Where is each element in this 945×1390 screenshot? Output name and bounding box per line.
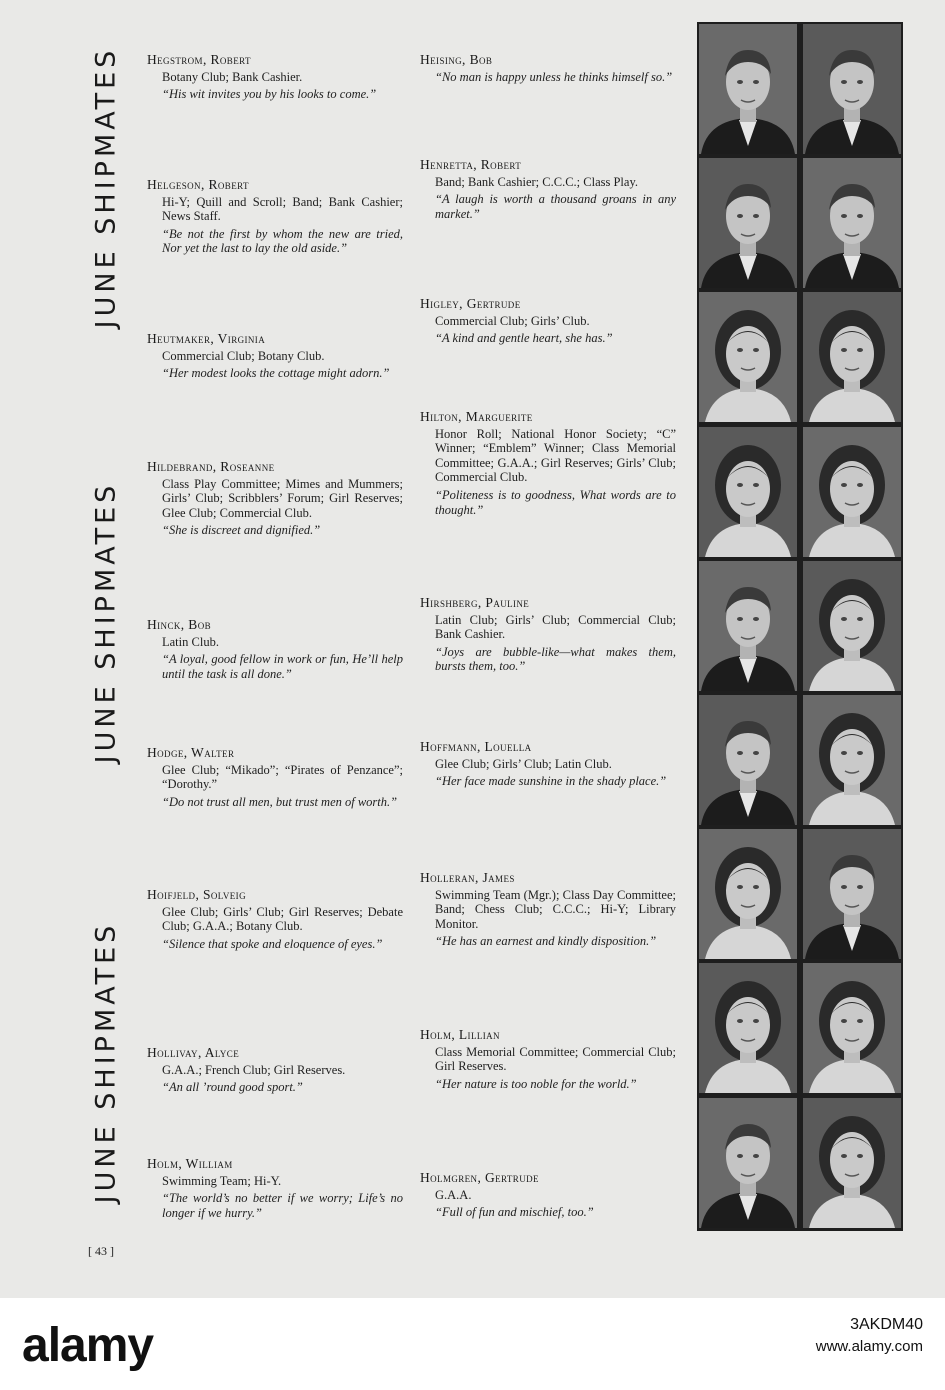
student-name: Henretta, Robert <box>420 157 522 172</box>
student-activities: Latin Club. <box>162 634 219 649</box>
student-activities: Glee Club; Girls’ Club; Latin Club. <box>435 756 612 771</box>
watermark-logo: alamy <box>22 1319 154 1372</box>
side-title: JUNE SHIPMATES <box>90 921 122 1204</box>
student-entry <box>420 158 676 221</box>
student-name: Hollivay, Alyce <box>147 1045 240 1060</box>
student-name: Hirshberg, Pauline <box>420 595 530 610</box>
student-name: Hoffmann, Louella <box>420 739 532 754</box>
student-entry <box>420 740 676 789</box>
student-quote: “Full of fun and mischief, too.” <box>435 1205 594 1220</box>
student-name: Holmgren, Gertrude <box>420 1170 539 1185</box>
student-entry <box>420 53 676 84</box>
student-entry <box>147 1046 403 1095</box>
student-portrait <box>699 829 797 959</box>
student-activities: Swimming Team (Mgr.); Class Day Committee; Band; Chess Club; C.C.C.; Hi-Y; Library Monitor. <box>435 887 676 931</box>
student-entry <box>147 53 403 102</box>
student-name: Hodge, Walter <box>147 745 235 760</box>
student-quote: “Do not trust all men, but trust men of worth.” <box>162 794 398 809</box>
student-quote: “Her face made sunshine in the shady place.” <box>435 774 667 789</box>
student-entry <box>147 460 403 538</box>
student-portrait <box>699 24 797 154</box>
student-name: Holm, William <box>147 1156 233 1171</box>
student-entry <box>147 746 403 809</box>
student-name: Heutmaker, Virginia <box>147 331 266 346</box>
student-entry <box>420 1171 676 1220</box>
student-quote: “No man is happy unless he thinks himself so.” <box>435 69 673 84</box>
student-quote: “Silence that spoke and eloquence of eyes.” <box>162 936 383 951</box>
student-entry <box>420 596 676 674</box>
student-portrait <box>699 561 797 691</box>
student-portrait <box>803 963 901 1093</box>
student-name: Holm, Lillian <box>420 1027 500 1042</box>
student-quote: “He has an earnest and kindly disposition.” <box>435 934 657 949</box>
student-activities: Glee Club; “Mikado”; “Pirates of Penzance”; “Dorothy.” <box>162 762 403 792</box>
side-title: JUNE SHIPMATES <box>90 481 122 763</box>
watermark-url: www.alamy.com <box>815 1338 923 1355</box>
student-entry <box>147 888 403 951</box>
student-entry <box>420 410 676 517</box>
student-portrait <box>803 158 901 288</box>
student-name: Hinck, Bob <box>147 617 212 632</box>
student-entry <box>420 297 676 346</box>
student-name: Higley, Gertrude <box>420 296 521 311</box>
side-title: JUNE SHIPMATES <box>90 46 122 328</box>
student-activities: Class Play Committee; Mimes and Mummers; Girls’ Club; Scribblers’ Forum; Girl Reserves; Glee Club; Commercial Club. <box>162 476 403 520</box>
student-portrait <box>699 292 797 422</box>
student-name: Helgeson, Robert <box>147 177 249 192</box>
student-quote: “Politeness is to goodness, What words are to thought.” <box>435 487 676 517</box>
page-number: [ 43 ] <box>88 1244 114 1258</box>
student-activities: Commercial Club; Botany Club. <box>162 348 325 363</box>
student-quote: “A loyal, good fellow in work or fun, He’ll help until the task is all done.” <box>162 652 403 681</box>
student-entry <box>420 1028 676 1091</box>
student-name: Hegstrom, Robert <box>147 52 251 67</box>
student-quote: “A kind and gentle heart, she has.” <box>435 331 613 346</box>
student-activities: Band; Bank Cashier; C.C.C.; Class Play. <box>435 174 639 189</box>
student-activities: Swimming Team; Hi-Y. <box>162 1173 282 1188</box>
student-portrait <box>803 292 901 422</box>
student-activities: G.A.A.; French Club; Girl Reserves. <box>162 1062 346 1077</box>
student-name: Hilton, Marguerite <box>420 409 533 424</box>
student-portrait <box>803 427 901 557</box>
student-activities: G.A.A. <box>435 1187 472 1202</box>
student-name: Holleran, James <box>420 870 515 885</box>
student-activities: Honor Roll; National Honor Society; “C” Winner; “Emblem” Winner; Class Memorial Committee; G.A.A.; Girl Reserves; Girls’ Club; Commercial Club. <box>435 426 676 485</box>
student-entry <box>147 178 403 256</box>
student-portrait <box>699 1098 797 1228</box>
student-portrait <box>699 695 797 825</box>
student-portrait <box>803 24 901 154</box>
student-quote: “His wit invites you by his looks to come.” <box>162 87 377 102</box>
student-quote: “An all ’round good sport.” <box>162 1080 303 1095</box>
student-entry <box>147 618 403 681</box>
student-portrait <box>699 427 797 557</box>
student-portrait <box>699 158 797 288</box>
student-portrait <box>803 1098 901 1228</box>
student-portrait <box>803 829 901 959</box>
student-quote: “Be not the first by whom the new are tried, Nor yet the last to lay the old aside.” <box>162 226 403 256</box>
student-entry <box>147 1157 403 1220</box>
student-quote: “Her nature is too noble for the world.” <box>435 1076 637 1091</box>
student-activities: Class Memorial Committee; Commercial Club; Girl Reserves. <box>435 1044 676 1074</box>
portrait-strip <box>697 22 903 1231</box>
student-quote: “Joys are bubble-like—what makes them, bursts them, too.” <box>435 644 676 674</box>
student-activities: Glee Club; Girls’ Club; Girl Reserves; Debate Club; G.A.A.; Botany Club. <box>162 904 403 934</box>
student-name: Hoifjeld, Solveig <box>147 887 246 902</box>
student-portrait <box>803 695 901 825</box>
student-name: Hildebrand, Roseanne <box>147 459 275 474</box>
student-name: Heising, Bob <box>420 52 493 67</box>
student-activities: Latin Club; Girls’ Club; Commercial Club; Bank Cashier. <box>435 612 676 642</box>
student-quote: “A laugh is worth a thousand groans in any market.” <box>435 192 676 221</box>
student-quote: “She is discreet and dignified.” <box>162 523 321 538</box>
student-entry <box>420 871 676 949</box>
student-portrait <box>699 963 797 1093</box>
watermark-info <box>816 1314 923 1358</box>
image-id: 3AKDM40 <box>850 1316 923 1333</box>
student-activities: Hi-Y; Quill and Scroll; Band; Bank Cashier; News Staff. <box>162 194 403 224</box>
student-activities: Commercial Club; Girls’ Club. <box>435 313 590 328</box>
student-quote: “The world’s no better if we worry; Life’s no longer if we hurry.” <box>162 1191 403 1220</box>
student-activities: Botany Club; Bank Cashier. <box>162 69 303 84</box>
student-entry <box>147 332 403 381</box>
student-portrait <box>803 561 901 691</box>
student-quote: “Her modest looks the cottage might adorn.” <box>162 366 390 381</box>
